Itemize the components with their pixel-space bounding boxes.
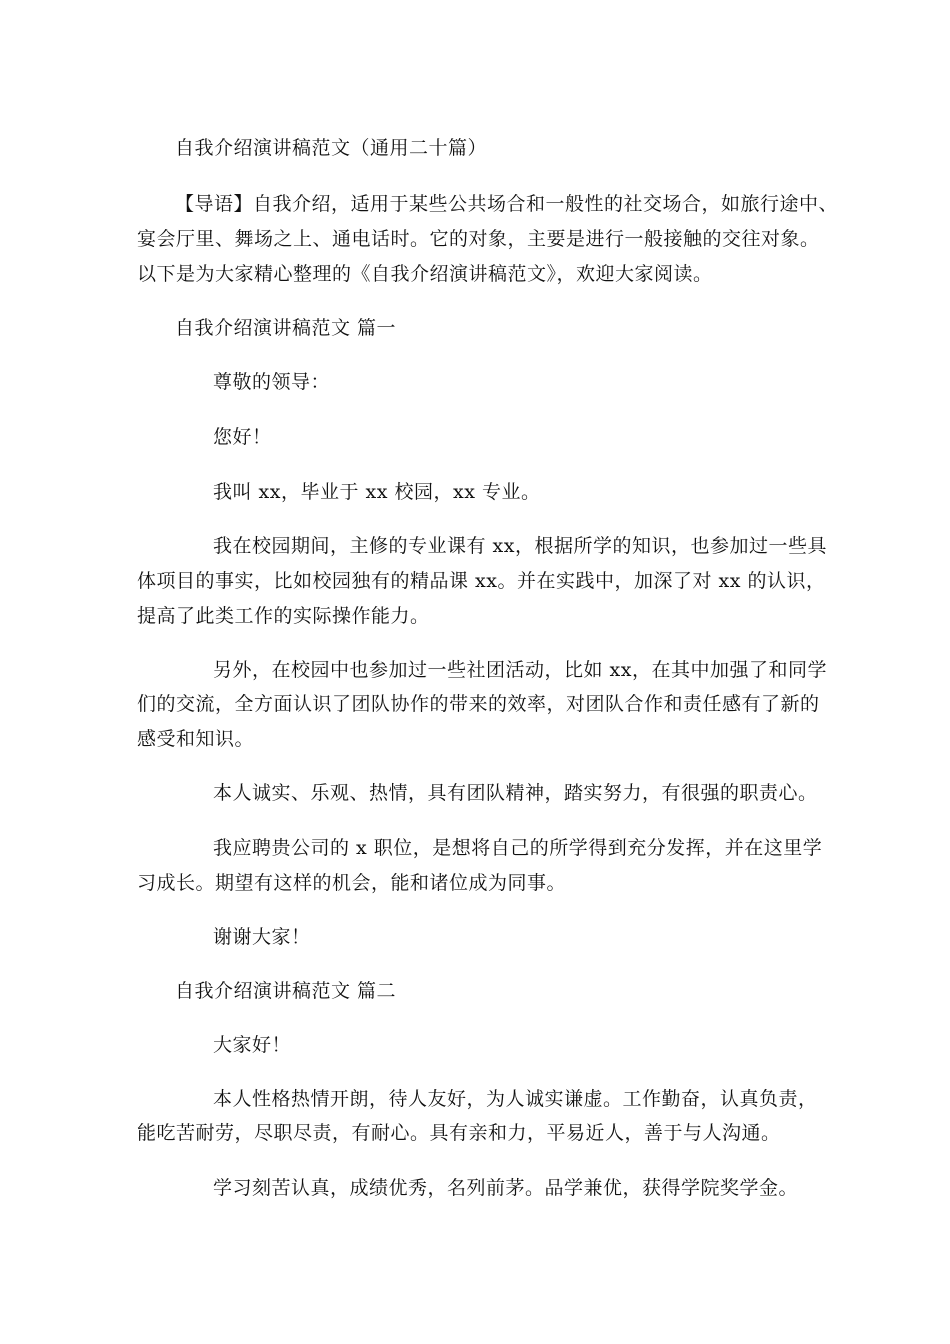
section1-p2-line-2: 体项目的事实，比如校园独有的精品课 xx。并在实践中，加深了对 xx 的认识， [137, 570, 826, 592]
section1-greeting-2: 您好！ [213, 426, 272, 448]
section1-closing: 谢谢大家！ [213, 926, 311, 948]
intro-line-2: 宴会厅里、舞场之上、通电话时。它的对象，主要是进行一般接触的交往对象。 [137, 228, 820, 250]
section1-p3-line-3: 感受和知识。 [137, 728, 255, 750]
section2-paragraph-2: 学习刻苦认真，成绩优秀，名列前茅。品学兼优，获得学院奖学金。 [213, 1177, 799, 1199]
document-title: 自我介绍演讲稿范文（通用二十篇） [175, 137, 488, 159]
section2-greeting: 大家好！ [213, 1034, 292, 1056]
intro-line-3: 以下是为大家精心整理的《自我介绍演讲稿范文》，欢迎大家阅读。 [137, 263, 713, 285]
section1-p5-line-2: 习成长。期望有这样的机会，能和诸位成为同事。 [137, 872, 567, 894]
section1-heading: 自我介绍演讲稿范文 篇一 [175, 317, 397, 339]
section2-p1-line-2: 能吃苦耐劳，尽职尽责，有耐心。具有亲和力，平易近人，善于与人沟通。 [137, 1122, 781, 1144]
section1-p2-line-1: 我在校园期间，主修的专业课有 xx，根据所学的知识，也参加过一些具 [213, 535, 827, 557]
section2-heading: 自我介绍演讲稿范文 篇二 [175, 980, 397, 1002]
section1-p5-line-1: 我应聘贵公司的 x 职位，是想将自己的所学得到充分发挥，并在这里学 [213, 837, 823, 859]
section2-p1-line-1: 本人性格热情开朗，待人友好，为人诚实谦虚。工作勤奋，认真负责， [213, 1088, 818, 1110]
section1-greeting-1: 尊敬的领导： [213, 371, 331, 393]
section1-p3-line-1: 另外，在校园中也参加过一些社团活动，比如 xx，在其中加强了和同学 [213, 659, 827, 681]
section1-p3-line-2: 们的交流，全方面认识了团队协作的带来的效率，对团队合作和责任感有了新的 [137, 693, 820, 715]
section1-paragraph-1: 我叫 xx，毕业于 xx 校园，xx 专业。 [213, 481, 541, 503]
section1-p2-line-3: 提高了此类工作的实际操作能力。 [137, 605, 430, 627]
section1-paragraph-4: 本人诚实、乐观、热情，具有团队精神，踏实努力，有很强的职责心。 [213, 782, 818, 804]
intro-line-1: 【导语】自我介绍，适用于某些公共场合和一般性的社交场合，如旅行途中、 [175, 193, 839, 215]
